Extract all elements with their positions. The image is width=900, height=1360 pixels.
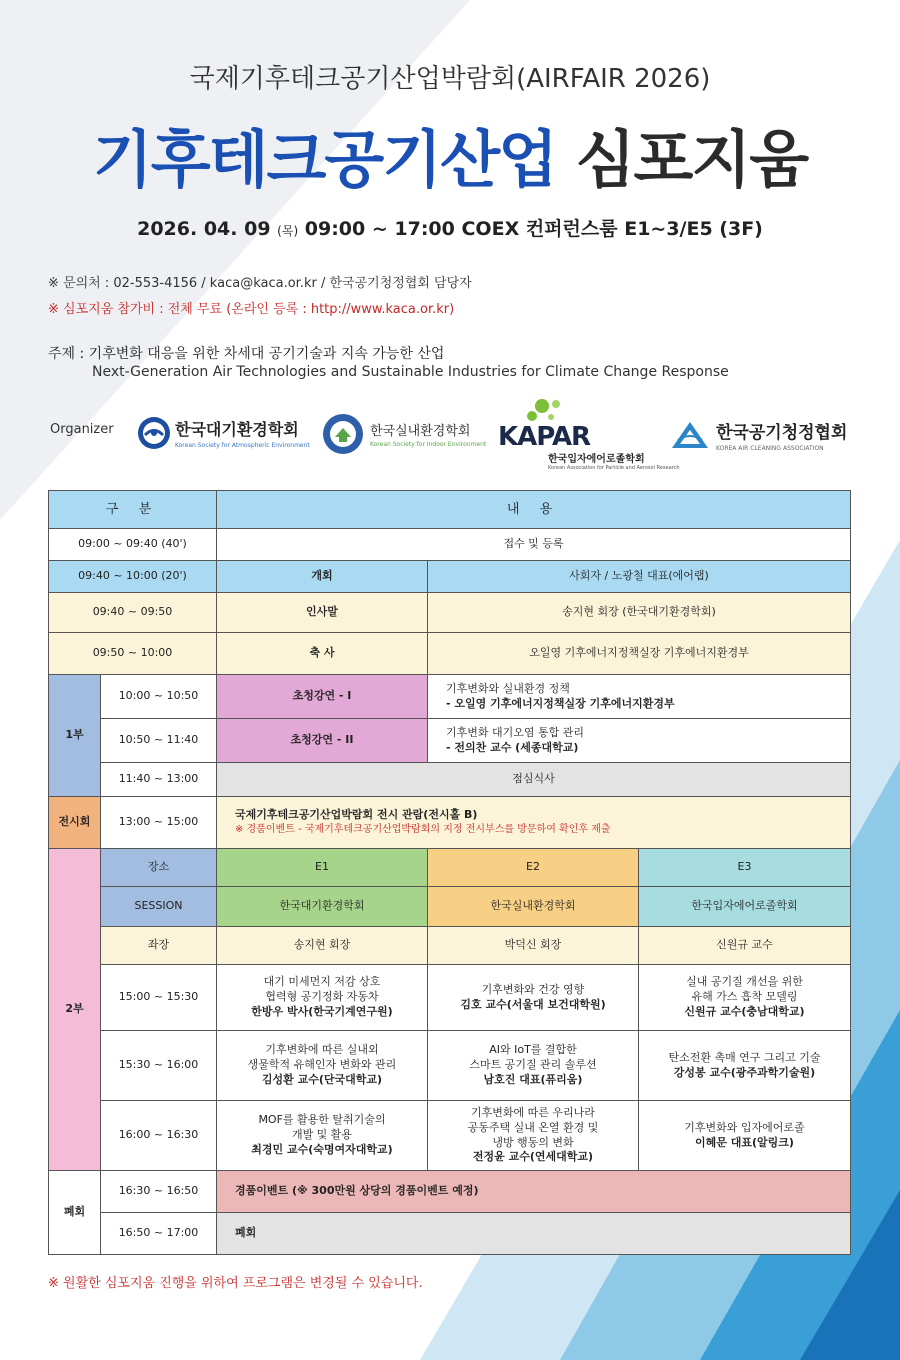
footnote: ※ 원활한 심포지움 진행을 위하여 프로그램은 변경될 수 있습니다. [48,1276,423,1291]
row-item: 초청강연 - I [217,675,428,719]
closing-label: 폐회 [49,1171,101,1255]
room-e2: E2 [428,849,639,887]
title-part1: 기후테크공기산업 [92,123,556,196]
chair-e2: 박덕신 회장 [428,927,639,965]
row-content: 폐회 [217,1213,851,1255]
event-date: 2026. 04. 09 [137,218,271,240]
table-row [49,719,851,763]
row-detail: 사회자 / 노광철 대표(에어랩) [428,561,851,593]
talk-e2: 기후변화에 따른 우리나라 공동주택 실내 온열 환경 및 냉방 행동의 변화 전정윤 교수(연세대학교) [428,1101,639,1171]
logo-kapar [498,398,680,471]
table-row [49,633,851,675]
row-time: 09:00 ~ 09:40 (40') [49,529,217,561]
theme-korean: 주제 : 기후변화 대응을 위한 차세대 공기기술과 지속 가능한 산업 [48,346,445,362]
ksie-emblem-icon [322,413,364,455]
table-row [49,763,851,797]
table-row [49,849,851,887]
session-e2: 한국실내환경학회 [428,887,639,927]
org3-english: Korean Association for Particle and Aerosol Research [548,465,680,471]
logo-kaca [670,418,847,452]
room-e1: E1 [217,849,428,887]
title-part2: 심포지움 [575,123,808,196]
part1-label: 1부 [49,675,101,797]
exhibit-label: 전시회 [49,797,101,849]
table-header-row [49,491,851,529]
row-item: 초청강연 - II [217,719,428,763]
kapar-logo-text: KAPAR [498,422,591,452]
row-time: 11:40 ~ 13:00 [101,763,217,797]
theme-english: Next-Generation Air Technologies and Sustainable Industries for Climate Change Response [92,364,729,380]
row-time: 16:00 ~ 16:30 [101,1101,217,1171]
table-row [49,965,851,1031]
talk-e3: 실내 공기질 개선을 위한 유해 가스 흡착 모델링 신원규 교수(충남대학교) [639,965,851,1031]
table-row [49,1171,851,1213]
row-item: 인사말 [217,593,428,633]
logo-ksie [322,413,486,455]
event-subtitle: 국제기후테크공기산업박람회(AIRFAIR 2026) [189,64,711,94]
row-time: 15:00 ~ 15:30 [101,965,217,1031]
table-row [49,593,851,633]
kosae-emblem-icon [137,416,171,450]
organizer-label: Organizer [50,422,114,437]
talk-e3: 탄소전환 촉매 연구 그리고 기술 강성봉 교수(광주과학기술원) [639,1031,851,1101]
org4-english: KOREA AIR CLEANING ASSOCIATION [716,445,824,452]
header-content: 내 용 [217,491,851,529]
page-title [0,110,900,199]
chair-e3: 신원규 교수 [639,927,851,965]
schedule-table [48,490,851,1255]
row-detail: 국제기후테크공기산업박람회 전시 관람(전시홀 B) ※ 경품이벤트 - 국제기후테크공기산업박람회의 지정 전시부스를 방문하여 확인후 제출 [217,797,851,849]
table-row [49,529,851,561]
row-content: 점심식사 [217,763,851,797]
table-row [49,797,851,849]
event-date-line [0,214,900,241]
row-time: 09:40 ~ 10:00 (20') [49,561,217,593]
row-content: 경품이벤트 (※ 300만원 상당의 경품이벤트 예정) [217,1171,851,1213]
event-time-venue: 09:00 ~ 17:00 COEX 컨퍼런스룸 E1~3/E5 (3F) [304,218,763,240]
row-content: 접수 및 등록 [217,529,851,561]
row-item: 개회 [217,561,428,593]
org1-english: Korean Society for Atmospheric Environment [175,442,310,449]
row-time: 09:40 ~ 09:50 [49,593,217,633]
row-time: 16:50 ~ 17:00 [101,1213,217,1255]
row-time: 10:00 ~ 10:50 [101,675,217,719]
row-detail: 기후변화와 실내환경 정책 - 오일영 기후에너지정책실장 기후에너지환경부 [428,675,851,719]
contact-info: ※ 문의처 : 02-553-4156 / kaca@kaca.or.kr / 한국공기청정협회 담당자 [48,276,472,291]
chair-label: 좌장 [101,927,217,965]
table-row [49,927,851,965]
logo-kosae [137,416,310,450]
org3-name: 한국입자에어로졸학회 [548,454,645,465]
talk-e1: 대기 미세먼지 저감 상호 협력형 공기정화 자동차 한방우 박사(한국기계연구원) [217,965,428,1031]
row-time: 10:50 ~ 11:40 [101,719,217,763]
org2-english: Korean Society for Indoor Environment [370,441,487,448]
header-category: 구 분 [49,491,217,529]
event-weekday: (목) [277,224,299,238]
session-e3: 한국입자에어로졸학회 [639,887,851,927]
table-row [49,1031,851,1101]
org1-name: 한국대기환경학회 [175,420,299,439]
row-time: 09:50 ~ 10:00 [49,633,217,675]
talk-e3: 기후변화와 입자에어로졸 이혜문 대표(알링크) [639,1101,851,1171]
kaca-triangle-icon [670,420,710,450]
talk-e2: 기후변화와 건강 영향 김호 교수(서울대 보건대학원) [428,965,639,1031]
talk-e1: MOF를 활용한 탈취기술의 개발 및 활용 최경민 교수(숙명여자대학교) [217,1101,428,1171]
org4-name: 한국공기청정협회 [716,423,848,443]
talk-e2: AI와 IoT를 결합한 스마트 공기질 관리 솔루션 남호진 대표(퓨리움) [428,1031,639,1101]
row-detail: 송지현 회장 (한국대기환경학회) [428,593,851,633]
table-row [49,1213,851,1255]
part2-label: 2부 [49,849,101,1171]
kapar-bubbles-icon [498,398,568,424]
table-row [49,561,851,593]
room-e3: E3 [639,849,851,887]
row-time: 15:30 ~ 16:00 [101,1031,217,1101]
session-e1: 한국대기환경학회 [217,887,428,927]
table-row [49,675,851,719]
row-item: 축 사 [217,633,428,675]
row-time: 16:30 ~ 16:50 [101,1171,217,1213]
chair-e1: 송지현 회장 [217,927,428,965]
row-time: 13:00 ~ 15:00 [101,797,217,849]
row-detail: 기후변화 대기오염 통합 관리 - 전의찬 교수 (세종대학교) [428,719,851,763]
org2-name: 한국실내환경학회 [370,424,471,439]
fee-info: ※ 심포지움 참가비 : 전체 무료 (온라인 등록 : http://www.kaca.or.kr) [48,302,455,317]
talk-e1: 기후변화에 따른 실내외 생물학적 유해인자 변화와 관리 김성환 교수(단국대학교) [217,1031,428,1101]
row-detail: 오일영 기후에너지정책실장 기후에너지환경부 [428,633,851,675]
venue-label: 장소 [101,849,217,887]
session-label: SESSION [101,887,217,927]
table-row [49,887,851,927]
table-row [49,1101,851,1171]
